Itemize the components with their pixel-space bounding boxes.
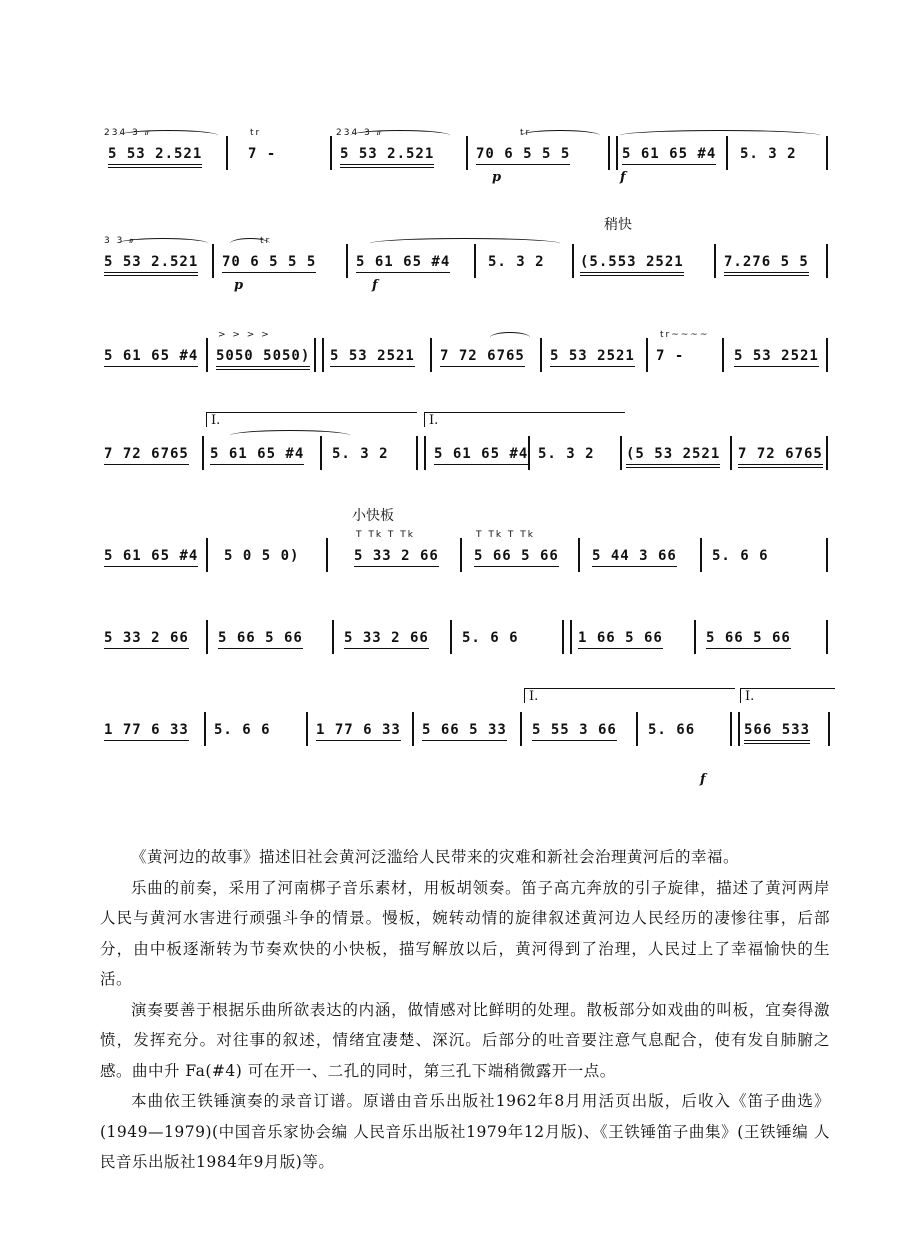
measure: 5. 6 6	[712, 548, 769, 564]
measure: 1 77 6 33	[316, 722, 401, 738]
measure: 5050 5050)	[216, 348, 310, 364]
score-row-1: 234 3 𝆖 5 53 2.521 tr 7 - 234 3 𝆖 5 53 2.521 tr 70 6 5 5 5 p 5 61 65 #4 f 5. 3 2	[100, 128, 830, 182]
measure: 5 61 65 #4	[210, 446, 304, 462]
measure: 5. 6 6	[214, 722, 271, 738]
tempo-mark-shaokuai: 稍快	[604, 217, 632, 233]
measure: 5 53 2521	[734, 348, 819, 364]
measure: 5 61 65 #4	[104, 348, 198, 364]
measure: 5 33 2 66	[344, 630, 429, 646]
measure: 5 53 2.521	[340, 146, 434, 162]
paragraph-performance: 演奏要善于根据乐曲所欲表达的内涵，做情感对比鲜明的处理。散板部分如戏曲的叫板，宜奏得激愤，发挥充分。对往事的叙述，情绪宜凄楚、深沉。后部分的吐音要注意气息配合，使有发自肺腑之感。曲中升 Fa(#4) 可在开一、二孔的同时，第三孔下端稍微露开一点。	[100, 1000, 830, 1080]
paragraph-structure: 乐曲的前奏，采用了河南梆子音乐素材，用板胡领奏。笛子高亢奔放的引子旋律，描述了黄河两岸人民与黄河水害进行顽强斗争的情景。慢板，婉转动情的旋律叙述黄河边人民经历的凄惨往事，后部分，由中板逐渐转为节奏欢快的小快板，描写解放以后，黄河得到了治理，人民过上了幸福愉快的生活。	[100, 878, 830, 988]
measure: 5 66 5 66	[706, 630, 791, 646]
measure: (5.553 2521	[580, 254, 684, 270]
measure: 7 72 6765	[738, 446, 823, 462]
measure: 5 55 3 66	[532, 722, 617, 738]
measure: (5 53 2521	[626, 446, 720, 462]
measure: 5 33 2 66	[354, 548, 439, 564]
measure: 5 53 2521	[330, 348, 415, 364]
score-row-5: 5 61 65 #4 5 0 5 0) T Tk T Tk 5 33 2 66 T Tk T Tk 5 66 5 66 5 44 3 66 5. 6 6	[100, 530, 830, 584]
measure: 1 77 6 33	[104, 722, 189, 738]
measure: 5 0 5 0)	[224, 548, 300, 564]
measure: 5 33 2 66	[104, 630, 189, 646]
measure: 5. 3 2	[488, 254, 545, 270]
measure: 5 53 2.521	[108, 146, 202, 162]
score-row-4: I. I. 7 72 6765 5 61 65 #4 5. 3 2 5 61 65 #4 5. 3 2 (5 53 2521 7 72 6765	[100, 428, 830, 482]
measure: 5. 3 2	[740, 146, 797, 162]
measure: 5 44 3 66	[592, 548, 677, 564]
paragraph-intro: 《黄河边的故事》描述旧社会黄河泛滥给人民带来的灾难和新社会治理黄河后的幸福。	[131, 848, 740, 866]
tempo-mark-xiaokuaiban: 小快板	[352, 508, 394, 524]
measure: 5 61 65 #4	[104, 548, 198, 564]
measure: 5. 3 2	[332, 446, 389, 462]
measure: 5 61 65 #4	[622, 146, 716, 162]
measure: 566 533	[744, 722, 810, 738]
commentary	[100, 842, 830, 1178]
score-row-2: 3 3 𝆖 5 53 2.521 tr 70 6 5 5 5 p 5 61 65 #4 f 5. 3 2 (5.553 2521 7.276 5 5	[100, 236, 830, 290]
measure: 5 66 5 33	[422, 722, 507, 738]
measure: 7 -	[248, 146, 277, 162]
measure: 5 53 2.521	[104, 254, 198, 270]
score-row-3: 5 61 65 #4 > > > > 5050 5050) 5 53 2521 7 72 6765 5 53 2521 tr~~~~ 7 - 5 53 2521	[100, 330, 830, 384]
measure: 7 -	[656, 348, 685, 364]
measure: 70 6 5 5 5	[222, 254, 316, 270]
measure: 1 66 5 66	[578, 630, 663, 646]
measure: 5. 6 6	[462, 630, 519, 646]
measure: 5 66 5 66	[474, 548, 559, 564]
measure: 7 72 6765	[104, 446, 189, 462]
measure: 5. 3 2	[538, 446, 595, 462]
measure: 5 53 2521	[550, 348, 635, 364]
measure: 5. 66	[648, 722, 696, 738]
measure: 5 61 65 #4	[356, 254, 450, 270]
score-row-6	[100, 612, 830, 666]
paragraph-source: 本曲依王铁锤演奏的录音订谱。原谱由音乐出版社1962年8月用活页出版，后收入《笛子曲选》(1949—1979)(中国音乐家协会编 人民音乐出版社1979年12月版)、《王铁锤笛子曲集》(王铁锤编 人民音乐出版社1984年9月版)等。	[100, 1092, 830, 1171]
score-row-7: I. I. 1 77 6 33 5. 6 6 1 77 6 33 5 66 5 33 5 55 3 66 5. 66 f 566 533	[100, 704, 830, 758]
measure: 7 72 6765	[440, 348, 525, 364]
measure: 70 6 5 5 5	[476, 146, 570, 162]
measure: 5 66 5 66	[218, 630, 303, 646]
measure: 7.276 5 5	[724, 254, 809, 270]
measure: 5 61 65 #4	[434, 446, 528, 462]
